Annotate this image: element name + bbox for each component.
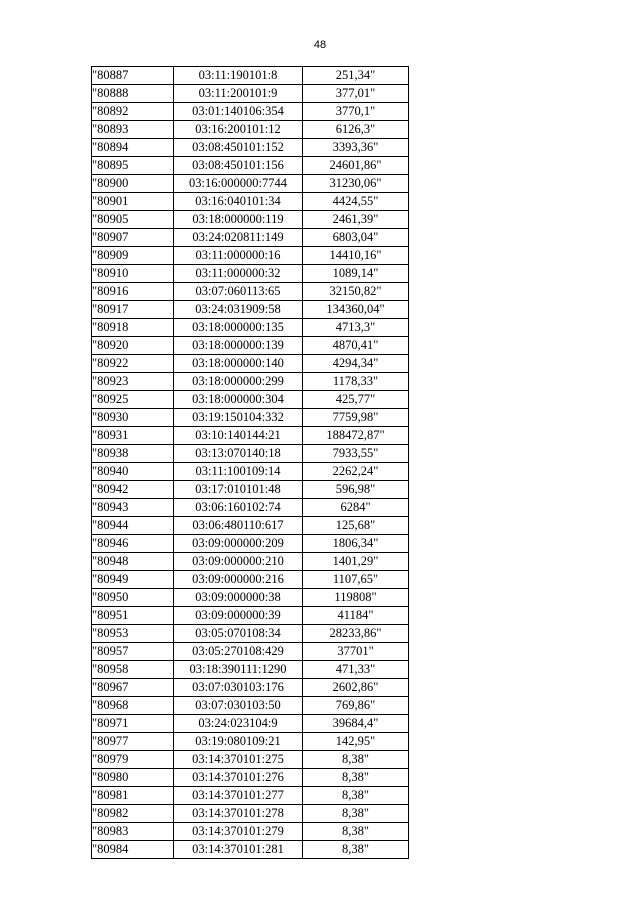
table-row (92, 67, 409, 85)
table-row (92, 229, 409, 247)
cadastral-number-cell: 03:08:450101:152 (174, 139, 303, 157)
cadastral-number-cell: 03:18:000000:304 (174, 391, 303, 409)
table-row (92, 481, 409, 499)
record-code-cell: "80958 (92, 661, 174, 679)
area-value-cell: 1107,65" (303, 571, 409, 589)
record-code-cell: "80917 (92, 301, 174, 319)
cadastral-number-cell: 03:18:000000:135 (174, 319, 303, 337)
table-row (92, 373, 409, 391)
record-code-cell: "80922 (92, 355, 174, 373)
table-row (92, 661, 409, 679)
cadastral-number-cell: 03:18:000000:139 (174, 337, 303, 355)
area-value-cell: 425,77" (303, 391, 409, 409)
record-code-cell: "80942 (92, 481, 174, 499)
record-code-cell: "80957 (92, 643, 174, 661)
area-value-cell: 8,38" (303, 769, 409, 787)
area-value-cell: 596,98" (303, 481, 409, 499)
area-value-cell: 37701" (303, 643, 409, 661)
table-row (92, 499, 409, 517)
cadastral-number-cell: 03:07:030103:176 (174, 679, 303, 697)
table-row (92, 139, 409, 157)
cadastral-number-cell: 03:24:031909:58 (174, 301, 303, 319)
table-row (92, 103, 409, 121)
area-value-cell: 4294,34" (303, 355, 409, 373)
area-value-cell: 8,38" (303, 787, 409, 805)
area-value-cell: 8,38" (303, 841, 409, 859)
cadastral-number-cell: 03:19:080109:21 (174, 733, 303, 751)
cadastral-number-cell: 03:18:000000:140 (174, 355, 303, 373)
table-row (92, 463, 409, 481)
record-code-cell: "80953 (92, 625, 174, 643)
cadastral-number-cell: 03:11:190101:8 (174, 67, 303, 85)
table-row (92, 247, 409, 265)
table-row (92, 391, 409, 409)
table-row (92, 427, 409, 445)
cadastral-number-cell: 03:14:370101:279 (174, 823, 303, 841)
record-code-cell: "80983 (92, 823, 174, 841)
area-value-cell: 1178,33" (303, 373, 409, 391)
record-code-cell: "80920 (92, 337, 174, 355)
cadastral-number-cell: 03:16:000000:7744 (174, 175, 303, 193)
cadastral-number-cell: 03:14:370101:278 (174, 805, 303, 823)
cadastral-number-cell: 03:06:160102:74 (174, 499, 303, 517)
record-code-cell: "80938 (92, 445, 174, 463)
area-value-cell: 32150,82" (303, 283, 409, 301)
area-value-cell: 4713,3" (303, 319, 409, 337)
cadastral-number-cell: 03:16:200101:12 (174, 121, 303, 139)
table-row (92, 211, 409, 229)
record-code-cell: "80971 (92, 715, 174, 733)
table-row (92, 337, 409, 355)
area-value-cell: 3393,36" (303, 139, 409, 157)
table-row (92, 355, 409, 373)
cadastral-number-cell: 03:13:070140:18 (174, 445, 303, 463)
table-row (92, 319, 409, 337)
record-code-cell: "80918 (92, 319, 174, 337)
cadastral-number-cell: 03:09:000000:210 (174, 553, 303, 571)
area-value-cell: 1089,14" (303, 265, 409, 283)
record-code-cell: "80923 (92, 373, 174, 391)
table-row (92, 769, 409, 787)
cadastral-number-cell: 03:19:150104:332 (174, 409, 303, 427)
area-value-cell: 7933,55" (303, 445, 409, 463)
records-table-body (92, 67, 409, 859)
area-value-cell: 377,01" (303, 85, 409, 103)
record-code-cell: "80910 (92, 265, 174, 283)
area-value-cell: 41184" (303, 607, 409, 625)
area-value-cell: 8,38" (303, 805, 409, 823)
cadastral-number-cell: 03:05:070108:34 (174, 625, 303, 643)
cadastral-number-cell: 03:07:060113:65 (174, 283, 303, 301)
table-row (92, 85, 409, 103)
table-row (92, 805, 409, 823)
cadastral-number-cell: 03:01:140106:354 (174, 103, 303, 121)
cadastral-number-cell: 03:24:020811:149 (174, 229, 303, 247)
table-row (92, 193, 409, 211)
record-code-cell: "80944 (92, 517, 174, 535)
area-value-cell: 2602,86" (303, 679, 409, 697)
cadastral-number-cell: 03:11:100109:14 (174, 463, 303, 481)
record-code-cell: "80894 (92, 139, 174, 157)
cadastral-number-cell: 03:06:480110:617 (174, 517, 303, 535)
cadastral-number-cell: 03:09:000000:209 (174, 535, 303, 553)
record-code-cell: "80900 (92, 175, 174, 193)
cadastral-number-cell: 03:18:000000:119 (174, 211, 303, 229)
area-value-cell: 2262,24" (303, 463, 409, 481)
table-row (92, 841, 409, 859)
area-value-cell: 14410,16" (303, 247, 409, 265)
cadastral-number-cell: 03:09:000000:216 (174, 571, 303, 589)
area-value-cell: 769,86" (303, 697, 409, 715)
cadastral-number-cell: 03:05:270108:429 (174, 643, 303, 661)
table-row (92, 679, 409, 697)
record-code-cell: "80905 (92, 211, 174, 229)
table-row (92, 787, 409, 805)
table-row (92, 625, 409, 643)
records-table (91, 66, 409, 859)
area-value-cell: 119808" (303, 589, 409, 607)
table-row (92, 715, 409, 733)
cadastral-number-cell: 03:17:010101:48 (174, 481, 303, 499)
record-code-cell: "80930 (92, 409, 174, 427)
record-code-cell: "80892 (92, 103, 174, 121)
cadastral-number-cell: 03:14:370101:275 (174, 751, 303, 769)
cadastral-number-cell: 03:14:370101:277 (174, 787, 303, 805)
cadastral-number-cell: 03:14:370101:281 (174, 841, 303, 859)
area-value-cell: 125,68" (303, 517, 409, 535)
cadastral-number-cell: 03:14:370101:276 (174, 769, 303, 787)
record-code-cell: "80931 (92, 427, 174, 445)
table-row (92, 607, 409, 625)
record-code-cell: "80916 (92, 283, 174, 301)
area-value-cell: 24601,86" (303, 157, 409, 175)
record-code-cell: "80895 (92, 157, 174, 175)
area-value-cell: 2461,39" (303, 211, 409, 229)
table-row (92, 283, 409, 301)
table-row (92, 445, 409, 463)
table-row (92, 823, 409, 841)
cadastral-number-cell: 03:09:000000:38 (174, 589, 303, 607)
table-row (92, 643, 409, 661)
area-value-cell: 188472,87" (303, 427, 409, 445)
record-code-cell: "80981 (92, 787, 174, 805)
area-value-cell: 3770,1" (303, 103, 409, 121)
area-value-cell: 6284" (303, 499, 409, 517)
area-value-cell: 8,38" (303, 823, 409, 841)
page-number: 48 (313, 39, 327, 51)
area-value-cell: 28233,86" (303, 625, 409, 643)
record-code-cell: "80949 (92, 571, 174, 589)
area-value-cell: 6803,04" (303, 229, 409, 247)
record-code-cell: "80950 (92, 589, 174, 607)
area-value-cell: 8,38" (303, 751, 409, 769)
cadastral-number-cell: 03:07:030103:50 (174, 697, 303, 715)
cadastral-number-cell: 03:10:140144:21 (174, 427, 303, 445)
table-row (92, 589, 409, 607)
table-row (92, 733, 409, 751)
area-value-cell: 31230,06" (303, 175, 409, 193)
table-row (92, 517, 409, 535)
cadastral-number-cell: 03:11:000000:32 (174, 265, 303, 283)
record-code-cell: "80909 (92, 247, 174, 265)
record-code-cell: "80901 (92, 193, 174, 211)
record-code-cell: "80977 (92, 733, 174, 751)
record-code-cell: "80887 (92, 67, 174, 85)
record-code-cell: "80925 (92, 391, 174, 409)
table-row (92, 157, 409, 175)
area-value-cell: 4424,55" (303, 193, 409, 211)
table-row (92, 265, 409, 283)
table-row (92, 697, 409, 715)
cadastral-number-cell: 03:18:000000:299 (174, 373, 303, 391)
area-value-cell: 471,33" (303, 661, 409, 679)
cadastral-number-cell: 03:11:200101:9 (174, 85, 303, 103)
area-value-cell: 1401,29" (303, 553, 409, 571)
area-value-cell: 6126,3" (303, 121, 409, 139)
record-code-cell: "80888 (92, 85, 174, 103)
table-row (92, 121, 409, 139)
record-code-cell: "80948 (92, 553, 174, 571)
area-value-cell: 1806,34" (303, 535, 409, 553)
cadastral-number-cell: 03:24:023104:9 (174, 715, 303, 733)
table-row (92, 301, 409, 319)
record-code-cell: "80907 (92, 229, 174, 247)
record-code-cell: "80967 (92, 679, 174, 697)
record-code-cell: "80893 (92, 121, 174, 139)
record-code-cell: "80984 (92, 841, 174, 859)
cadastral-number-cell: 03:11:000000:16 (174, 247, 303, 265)
cadastral-number-cell: 03:16:040101:34 (174, 193, 303, 211)
record-code-cell: "80943 (92, 499, 174, 517)
table-row (92, 571, 409, 589)
record-code-cell: "80979 (92, 751, 174, 769)
area-value-cell: 142,95" (303, 733, 409, 751)
area-value-cell: 251,34" (303, 67, 409, 85)
area-value-cell: 39684,4" (303, 715, 409, 733)
record-code-cell: "80982 (92, 805, 174, 823)
area-value-cell: 7759,98" (303, 409, 409, 427)
record-code-cell: "80951 (92, 607, 174, 625)
table-row (92, 409, 409, 427)
table-row (92, 751, 409, 769)
record-code-cell: "80946 (92, 535, 174, 553)
record-code-cell: "80940 (92, 463, 174, 481)
table-row (92, 553, 409, 571)
cadastral-number-cell: 03:08:450101:156 (174, 157, 303, 175)
table-row (92, 535, 409, 553)
record-code-cell: "80968 (92, 697, 174, 715)
area-value-cell: 134360,04" (303, 301, 409, 319)
table-row (92, 175, 409, 193)
cadastral-number-cell: 03:09:000000:39 (174, 607, 303, 625)
area-value-cell: 4870,41" (303, 337, 409, 355)
record-code-cell: "80980 (92, 769, 174, 787)
cadastral-number-cell: 03:18:390111:1290 (174, 661, 303, 679)
